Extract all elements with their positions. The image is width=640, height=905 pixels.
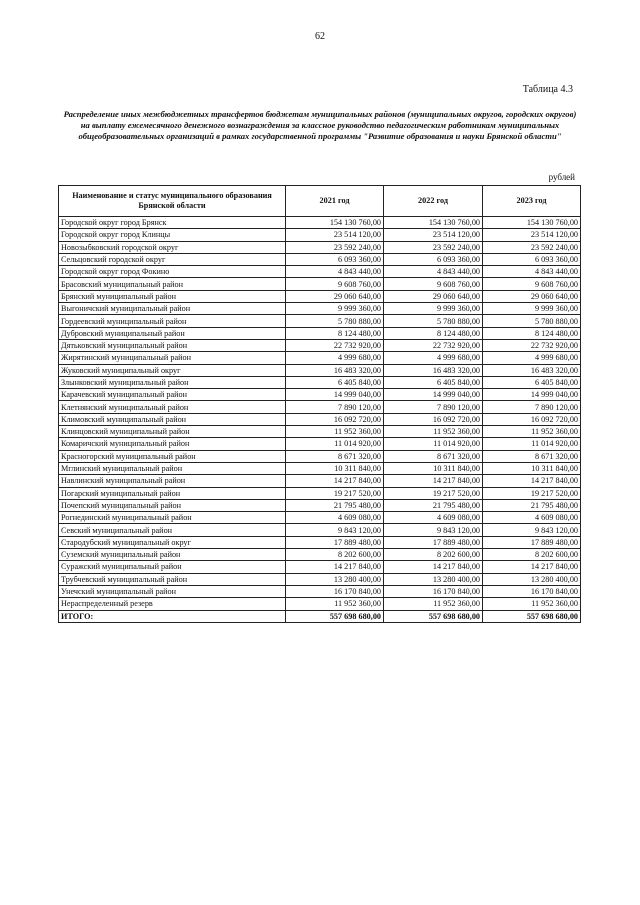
value-2023: 11 952 360,00 (483, 426, 581, 438)
table-row (59, 229, 581, 241)
value-2022: 17 889 480,00 (384, 536, 483, 548)
value-2021: 11 952 360,00 (286, 598, 384, 610)
value-2022: 16 092 720,00 (384, 413, 483, 425)
total-2022: 557 698 680,00 (384, 610, 483, 622)
table-row (59, 524, 581, 536)
table-row (59, 389, 581, 401)
header-name: Наименование и статус муниципального образования Брянской области (59, 186, 286, 217)
row-name: Суражский муниципальный район (59, 561, 286, 573)
value-2021: 22 732 920,00 (286, 339, 384, 351)
row-name: Жирятинский муниципальный район (59, 352, 286, 364)
table-row (59, 499, 581, 511)
value-2021: 14 217 840,00 (286, 561, 384, 573)
row-name: Нераспределенный резерв (59, 598, 286, 610)
allocation-table (58, 185, 581, 623)
value-2021: 4 999 680,00 (286, 352, 384, 364)
table-row (59, 376, 581, 388)
value-2022: 7 890 120,00 (384, 401, 483, 413)
page-number: 62 (315, 31, 325, 42)
value-2021: 4 609 080,00 (286, 512, 384, 524)
value-2023: 14 999 040,00 (483, 389, 581, 401)
value-2022: 5 780 880,00 (384, 315, 483, 327)
value-2023: 9 608 760,00 (483, 278, 581, 290)
table-label: Таблица 4.3 (522, 84, 573, 95)
value-2023: 14 217 840,00 (483, 475, 581, 487)
header-2022: 2022 год (384, 186, 483, 217)
value-2022: 10 311 840,00 (384, 462, 483, 474)
value-2022: 9 843 120,00 (384, 524, 483, 536)
row-name: Рогнединский муниципальный район (59, 512, 286, 524)
value-2021: 8 202 600,00 (286, 549, 384, 561)
header-2023: 2023 год (483, 186, 581, 217)
value-2023: 23 514 120,00 (483, 229, 581, 241)
value-2022: 8 202 600,00 (384, 549, 483, 561)
row-name: Клетнянский муниципальный район (59, 401, 286, 413)
value-2022: 14 999 040,00 (384, 389, 483, 401)
header-2021: 2021 год (286, 186, 384, 217)
value-2021: 14 217 840,00 (286, 475, 384, 487)
table-row (59, 475, 581, 487)
row-name: Клинцовский муниципальный район (59, 426, 286, 438)
table-row (59, 217, 581, 229)
table-row (59, 241, 581, 253)
document-title: Распределение иных межбюджетных трансфертов бюджетам муниципальных районов (муниципальных округов, городских округов) на выплату ежемесячного денежного вознаграждения за классное руководство педагогическим работникам муниципальных общеобразовательных организаций в рамках государственной программы "Развитие образования и науки Брянской области" (63, 109, 577, 142)
value-2021: 19 217 520,00 (286, 487, 384, 499)
value-2023: 16 483 320,00 (483, 364, 581, 376)
value-2022: 11 952 360,00 (384, 426, 483, 438)
table-row (59, 462, 581, 474)
value-2022: 14 217 840,00 (384, 561, 483, 573)
value-2022: 23 514 120,00 (384, 229, 483, 241)
row-name: Злынковский муниципальный район (59, 376, 286, 388)
table-row (59, 303, 581, 315)
value-2022: 16 483 320,00 (384, 364, 483, 376)
value-2021: 11 014 920,00 (286, 438, 384, 450)
value-2023: 5 780 880,00 (483, 315, 581, 327)
value-2023: 21 795 480,00 (483, 499, 581, 511)
table-row (59, 549, 581, 561)
value-2022: 29 060 640,00 (384, 290, 483, 302)
value-2022: 16 170 840,00 (384, 585, 483, 597)
value-2021: 8 671 320,00 (286, 450, 384, 462)
value-2022: 22 732 920,00 (384, 339, 483, 351)
row-name: Погарский муниципальный район (59, 487, 286, 499)
table-row (59, 315, 581, 327)
row-name: Сельцовский городской округ (59, 253, 286, 265)
value-2022: 154 130 760,00 (384, 217, 483, 229)
value-2021: 16 483 320,00 (286, 364, 384, 376)
value-2022: 4 999 680,00 (384, 352, 483, 364)
table-row (59, 536, 581, 548)
value-2022: 4 843 440,00 (384, 266, 483, 278)
table-row (59, 573, 581, 585)
table-row (59, 352, 581, 364)
row-name: Трубчевский муниципальный район (59, 573, 286, 585)
row-name: Брянский муниципальный район (59, 290, 286, 302)
table-row (59, 278, 581, 290)
row-name: Климовский муниципальный район (59, 413, 286, 425)
total-2023: 557 698 680,00 (483, 610, 581, 622)
value-2021: 154 130 760,00 (286, 217, 384, 229)
table-row (59, 401, 581, 413)
row-name: Красногорский муниципальный район (59, 450, 286, 462)
table-body (59, 217, 581, 623)
value-2021: 21 795 480,00 (286, 499, 384, 511)
value-2023: 10 311 840,00 (483, 462, 581, 474)
value-2021: 7 890 120,00 (286, 401, 384, 413)
value-2023: 154 130 760,00 (483, 217, 581, 229)
value-2023: 4 999 680,00 (483, 352, 581, 364)
row-name: Севский муниципальный район (59, 524, 286, 536)
value-2023: 9 999 360,00 (483, 303, 581, 315)
value-2023: 11 952 360,00 (483, 598, 581, 610)
row-name: Городской округ город Фокино (59, 266, 286, 278)
row-name: Унечский муниципальный район (59, 585, 286, 597)
value-2021: 11 952 360,00 (286, 426, 384, 438)
value-2023: 14 217 840,00 (483, 561, 581, 573)
row-name: Стародубский муниципальный округ (59, 536, 286, 548)
table-header-row (59, 186, 581, 217)
row-name: Новозыбковский городской округ (59, 241, 286, 253)
table-row (59, 253, 581, 265)
total-label: ИТОГО: (59, 610, 286, 622)
value-2021: 23 592 240,00 (286, 241, 384, 253)
row-name: Дубровский муниципальный район (59, 327, 286, 339)
table-row (59, 426, 581, 438)
value-2023: 4 843 440,00 (483, 266, 581, 278)
table-row (59, 413, 581, 425)
row-name: Дятьковский муниципальный район (59, 339, 286, 351)
value-2022: 4 609 080,00 (384, 512, 483, 524)
value-2021: 16 170 840,00 (286, 585, 384, 597)
value-2023: 7 890 120,00 (483, 401, 581, 413)
value-2021: 5 780 880,00 (286, 315, 384, 327)
table-row (59, 266, 581, 278)
row-name: Городской округ город Брянск (59, 217, 286, 229)
value-2022: 21 795 480,00 (384, 499, 483, 511)
table-row (59, 450, 581, 462)
value-2021: 14 999 040,00 (286, 389, 384, 401)
value-2022: 14 217 840,00 (384, 475, 483, 487)
value-2021: 16 092 720,00 (286, 413, 384, 425)
value-2021: 6 093 360,00 (286, 253, 384, 265)
value-2021: 6 405 840,00 (286, 376, 384, 388)
value-2023: 13 280 400,00 (483, 573, 581, 585)
units-label: рублей (548, 172, 575, 182)
value-2023: 19 217 520,00 (483, 487, 581, 499)
value-2022: 9 999 360,00 (384, 303, 483, 315)
row-name: Выгоничский муниципальный район (59, 303, 286, 315)
row-name: Навлинский муниципальный район (59, 475, 286, 487)
table-row (59, 487, 581, 499)
row-name: Гордеевский муниципальный район (59, 315, 286, 327)
value-2022: 19 217 520,00 (384, 487, 483, 499)
table-row (59, 438, 581, 450)
total-row (59, 610, 581, 622)
row-name: Комаричский муниципальный район (59, 438, 286, 450)
value-2022: 13 280 400,00 (384, 573, 483, 585)
value-2021: 23 514 120,00 (286, 229, 384, 241)
row-name: Мглинский муниципальный район (59, 462, 286, 474)
value-2023: 8 671 320,00 (483, 450, 581, 462)
table-row (59, 290, 581, 302)
table-row (59, 364, 581, 376)
value-2021: 9 608 760,00 (286, 278, 384, 290)
value-2023: 6 405 840,00 (483, 376, 581, 388)
row-name: Суземский муниципальный район (59, 549, 286, 561)
value-2022: 8 124 480,00 (384, 327, 483, 339)
table-row (59, 561, 581, 573)
value-2021: 9 843 120,00 (286, 524, 384, 536)
value-2023: 11 014 920,00 (483, 438, 581, 450)
value-2021: 8 124 480,00 (286, 327, 384, 339)
value-2023: 6 093 360,00 (483, 253, 581, 265)
value-2023: 23 592 240,00 (483, 241, 581, 253)
row-name: Брасовский муниципальный район (59, 278, 286, 290)
value-2023: 16 092 720,00 (483, 413, 581, 425)
value-2023: 22 732 920,00 (483, 339, 581, 351)
row-name: Жуковский муниципальный округ (59, 364, 286, 376)
total-2021: 557 698 680,00 (286, 610, 384, 622)
value-2021: 13 280 400,00 (286, 573, 384, 585)
value-2022: 9 608 760,00 (384, 278, 483, 290)
value-2023: 8 202 600,00 (483, 549, 581, 561)
value-2022: 6 093 360,00 (384, 253, 483, 265)
value-2023: 16 170 840,00 (483, 585, 581, 597)
value-2022: 11 952 360,00 (384, 598, 483, 610)
value-2023: 17 889 480,00 (483, 536, 581, 548)
row-name: Карачевский муниципальный район (59, 389, 286, 401)
value-2021: 4 843 440,00 (286, 266, 384, 278)
value-2022: 6 405 840,00 (384, 376, 483, 388)
value-2023: 4 609 080,00 (483, 512, 581, 524)
table-row (59, 339, 581, 351)
value-2023: 29 060 640,00 (483, 290, 581, 302)
value-2021: 10 311 840,00 (286, 462, 384, 474)
table-row (59, 512, 581, 524)
table-row (59, 327, 581, 339)
value-2022: 23 592 240,00 (384, 241, 483, 253)
value-2023: 9 843 120,00 (483, 524, 581, 536)
value-2022: 8 671 320,00 (384, 450, 483, 462)
value-2021: 17 889 480,00 (286, 536, 384, 548)
value-2023: 8 124 480,00 (483, 327, 581, 339)
row-name: Почепский муниципальный район (59, 499, 286, 511)
row-name: Городской округ город Клинцы (59, 229, 286, 241)
value-2022: 11 014 920,00 (384, 438, 483, 450)
table-row (59, 585, 581, 597)
table-row (59, 598, 581, 610)
value-2021: 29 060 640,00 (286, 290, 384, 302)
value-2021: 9 999 360,00 (286, 303, 384, 315)
